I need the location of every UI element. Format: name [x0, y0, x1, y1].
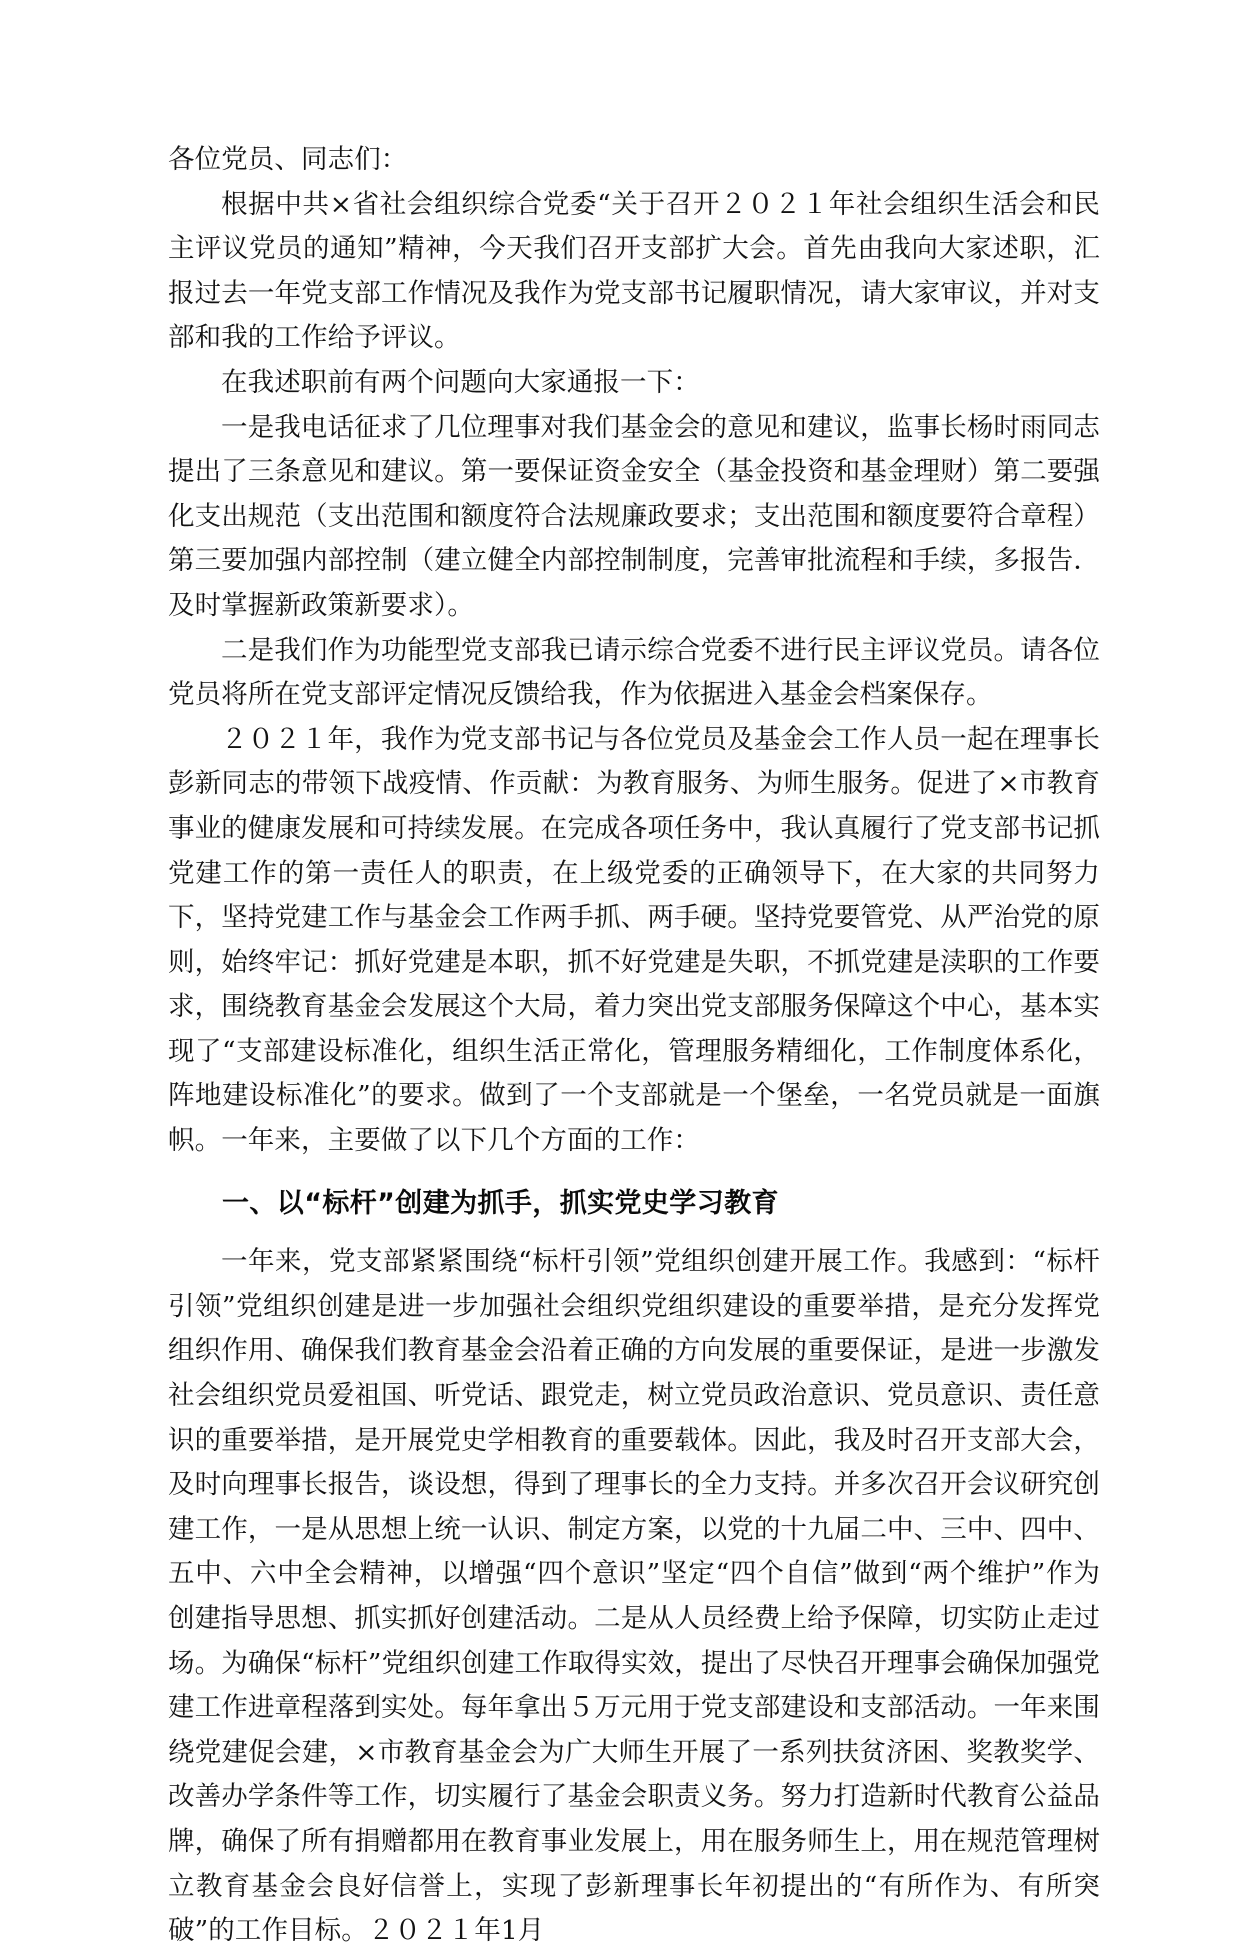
section-paragraph-1: 一年来，党支部紧紧围绕“标杆引领”党组织创建开展工作。我感到：“标杆引领”党组织创建是进一步加强社会组织党组织建设的重要举措，是充分发挥党组织作用、确保我们教育基金会沿着正确的方向发展的重要保证，是进一步激发社会组织党员爱祖国、听党话、跟党走，树立党员政治意识、党员意识、责任意识的重要举措，是开展党史学相教育的重要载体。因此，我及时召开支部大会，及时向理事长报告，谈设想，得到了理事长的全力支持。并多次召开会议研究创建工作，一是从思想上统一认识、制定方案，以党的十九届二中、三中、四中、五中、六中全会精神，以增强“四个意识”坚定“四个自信”做到“两个维护”作为创建指导思想、抓实抓好创建活动。二是从人员经费上给予保障，切实防止走过场。为确保“标杆”党组织创建工作取得实效，提出了尽快召开理事会确保加强党建工作进章程落到实处。每年拿出５万元用于党支部建设和支部活动。一年来围绕党建促会建，×市教育基金会为广大师生开展了一系列扶贫济困、奖教奖学、改善办学条件等工作，切实履行了基金会职责义务。努力打造新时代教育公益品牌，确保了所有捐赠都用在教育事业发展上，用在服务师生上，用在规范管理树立教育基金会良好信誉上，实现了彭新理事长年初提出的“有所作为、有所突破”的工作目标。２０２１年1月 — [168, 1246, 1100, 1947]
salutation-line: 各位党员、同志们： — [168, 144, 408, 175]
section-heading-wrap — [168, 1182, 1100, 1227]
paragraph-4: 二是我们作为功能型党支部我已请示综合党委不进行民主评议党员。请各位党员将所在党支部评定情况反馈给我，作为依据进入基金会档案保存。 — [168, 634, 1100, 711]
paragraph-1: 根据中共×省社会组织综合党委“关于召开２０２１年社会组织生活会和民主评议党员的通知”精神，今天我们召开支部扩大会。首先由我向大家述职，汇报过去一年党支部工作情况及我作为党支部书记履职情况，请大家审议，并对支部和我的工作给予评议。 — [168, 188, 1100, 354]
paragraph-5: ２０２１年，我作为党支部书记与各位党员及基金会工作人员一起在理事长彭新同志的带领下战疫情、作贡献：为教育服务、为师生服务。促进了×市教育事业的健康发展和可持续发展。在完成各项任务中，我认真履行了党支部书记抓党建工作的第一责任人的职责，在上级党委的正确领导下，在大家的共同努力下，坚持党建工作与基金会工作两手抓、两手硬。坚持党要管党、从严治党的原则，始终牢记：抓好党建是本职，抓不好党建是失职，不抓党建是渎职的工作要求，围绕教育基金会发展这个大局，着力突出党支部服务保障这个中心，基本实现了“支部建设标准化，组织生活正常化，管理服务精细化，工作制度体系化，阵地建设标准化”的要求。做到了一个支部就是一个堡垒，一名党员就是一面旗帜。一年来，主要做了以下几个方面的工作： — [168, 723, 1100, 1157]
paragraph-3: 一是我电话征求了几位理事对我们基金会的意见和建议，监事长杨时雨同志提出了三条意见和建议。第一要保证资金安全（基金投资和基金理财）第二要强化支出规范（支出范围和额度符合法规廉政要求；支出范围和额度要符合章程）第三要加强内部控制（建立健全内部控制制度，完善审批流程和手续，多报告．及时掌握新政策新要求）。 — [168, 411, 1100, 621]
paragraph-2: 在我述职前有两个问题向大家通报一下： — [221, 366, 700, 398]
section-heading-1: 一、以“标杆”创建为抓手，抓实党史学习教育 — [222, 1187, 779, 1219]
document-body — [168, 138, 1100, 1954]
